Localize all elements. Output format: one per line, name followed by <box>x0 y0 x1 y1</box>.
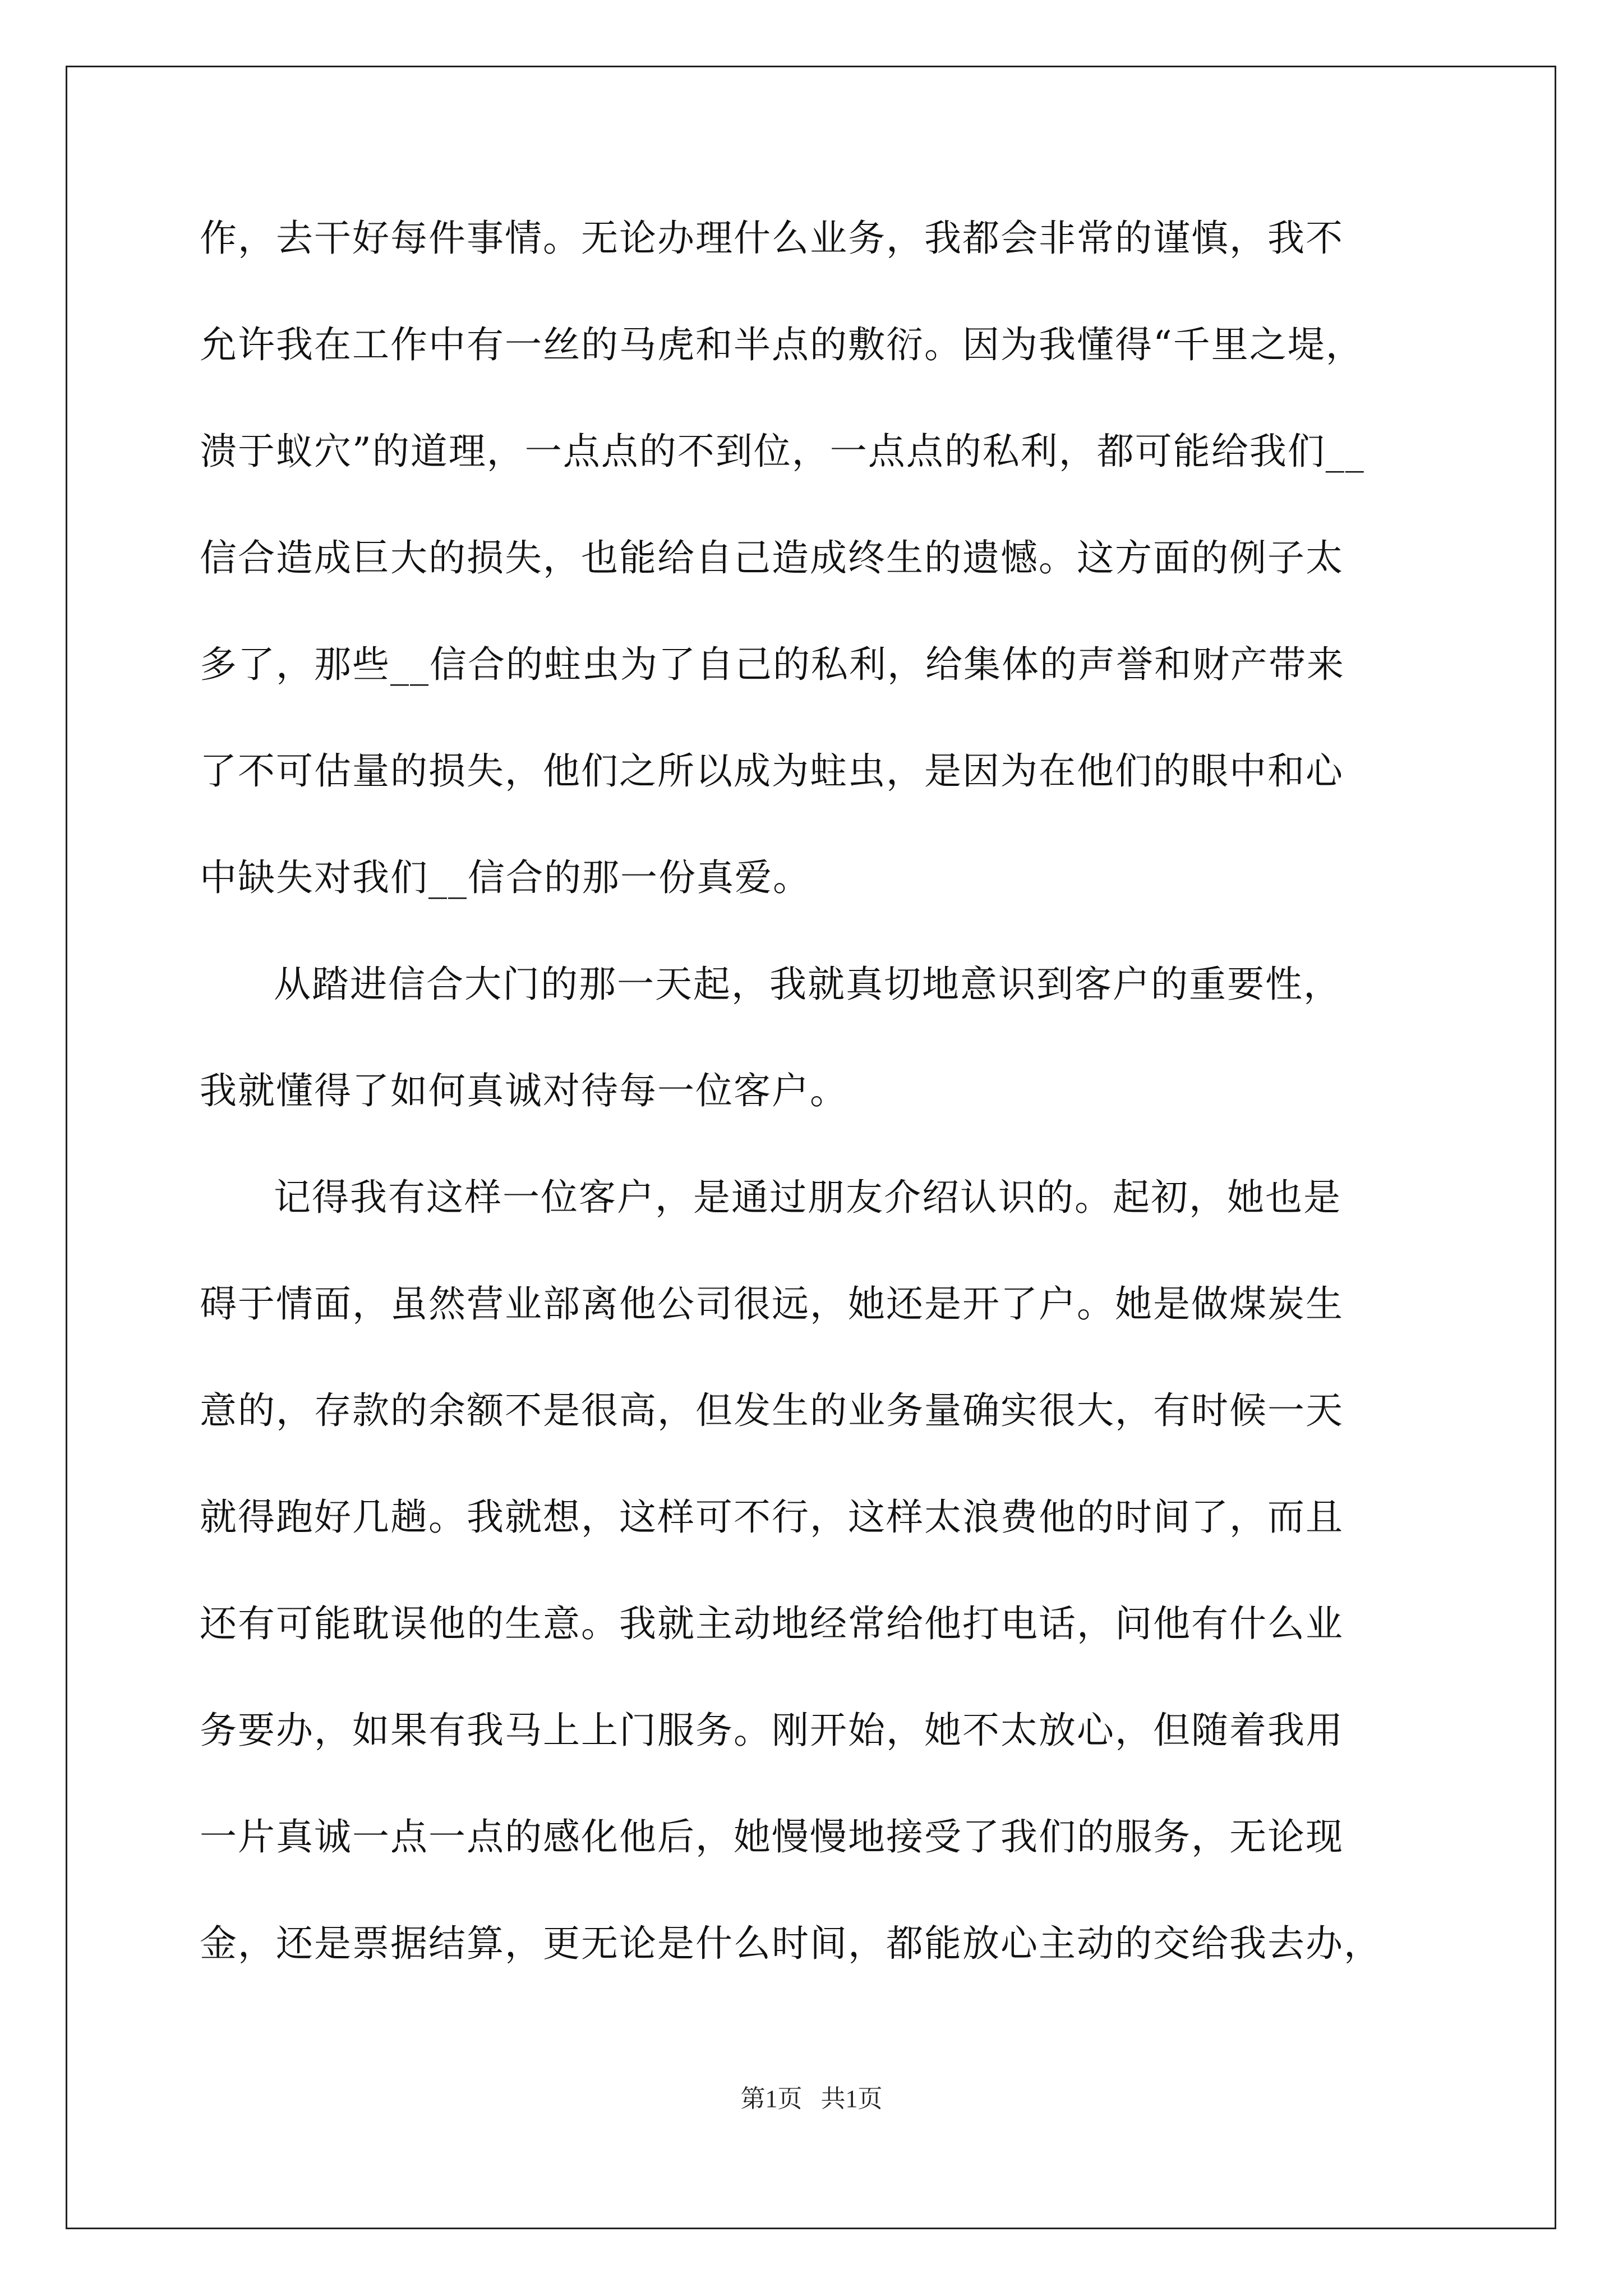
text-line: 我就懂得了如何真诚对待每一位客户。 <box>200 1069 848 1112</box>
text-line: 金，还是票据结算，更无论是什么时间，都能放心主动的交给我去办， <box>200 1922 1382 1965</box>
text-line: 就得跑好几趟。我就想，这样可不行，这样太浪费他的时间了，而且 <box>200 1496 1344 1539</box>
text-line: 中缺失对我们__信合的那一份真爱。 <box>200 856 811 899</box>
text-line: 意的，存款的余额不是很高，但发生的业务量确实很大，有时候一天 <box>200 1389 1344 1432</box>
text-line: 溃于蚁穴”的道理，一点点的不到位，一点点的私利，都可能给我们__ <box>200 430 1365 473</box>
text-line: 了不可估量的损失，他们之所以成为蛀虫，是因为在他们的眼中和心 <box>200 749 1344 793</box>
paragraph-first-line: 从踏进信合大门的那一天起，我就真切地意识到客户的重要性， <box>274 963 1341 1006</box>
text-line: 碍于情面，虽然营业部离他公司很远，她还是开了户。她是做煤炭生 <box>200 1282 1344 1326</box>
text-line: 作，去干好每件事情。无论办理什么业务，我都会非常的谨慎，我不 <box>200 217 1344 260</box>
text-line: 允许我在工作中有一丝的马虎和半点的敷衍。因为我懂得“千里之堤， <box>200 323 1364 366</box>
text-line: 还有可能耽误他的生意。我就主动地经常给他打电话，问他有什么业 <box>200 1602 1344 1645</box>
document-body <box>200 210 1433 2022</box>
text-line: 多了，那些__信合的蛀虫为了自己的私利，给集体的声誉和财产带来 <box>200 643 1345 686</box>
text-line: 信合造成巨大的损失，也能给自己造成终生的遗憾。这方面的例子太 <box>200 536 1344 579</box>
paragraph-first-line: 记得我有这样一位客户，是通过朋友介绍认识的。起初，她也是 <box>274 1176 1341 1219</box>
text-line: 务要办，如果有我马上上门服务。刚开始，她不太放心，但随着我用 <box>200 1709 1344 1752</box>
page-number-footer: 第1页 共1页 <box>740 2085 883 2113</box>
text-line: 一片真诚一点一点的感化他后，她慢慢地接受了我们的服务，无论现 <box>200 1815 1344 1858</box>
